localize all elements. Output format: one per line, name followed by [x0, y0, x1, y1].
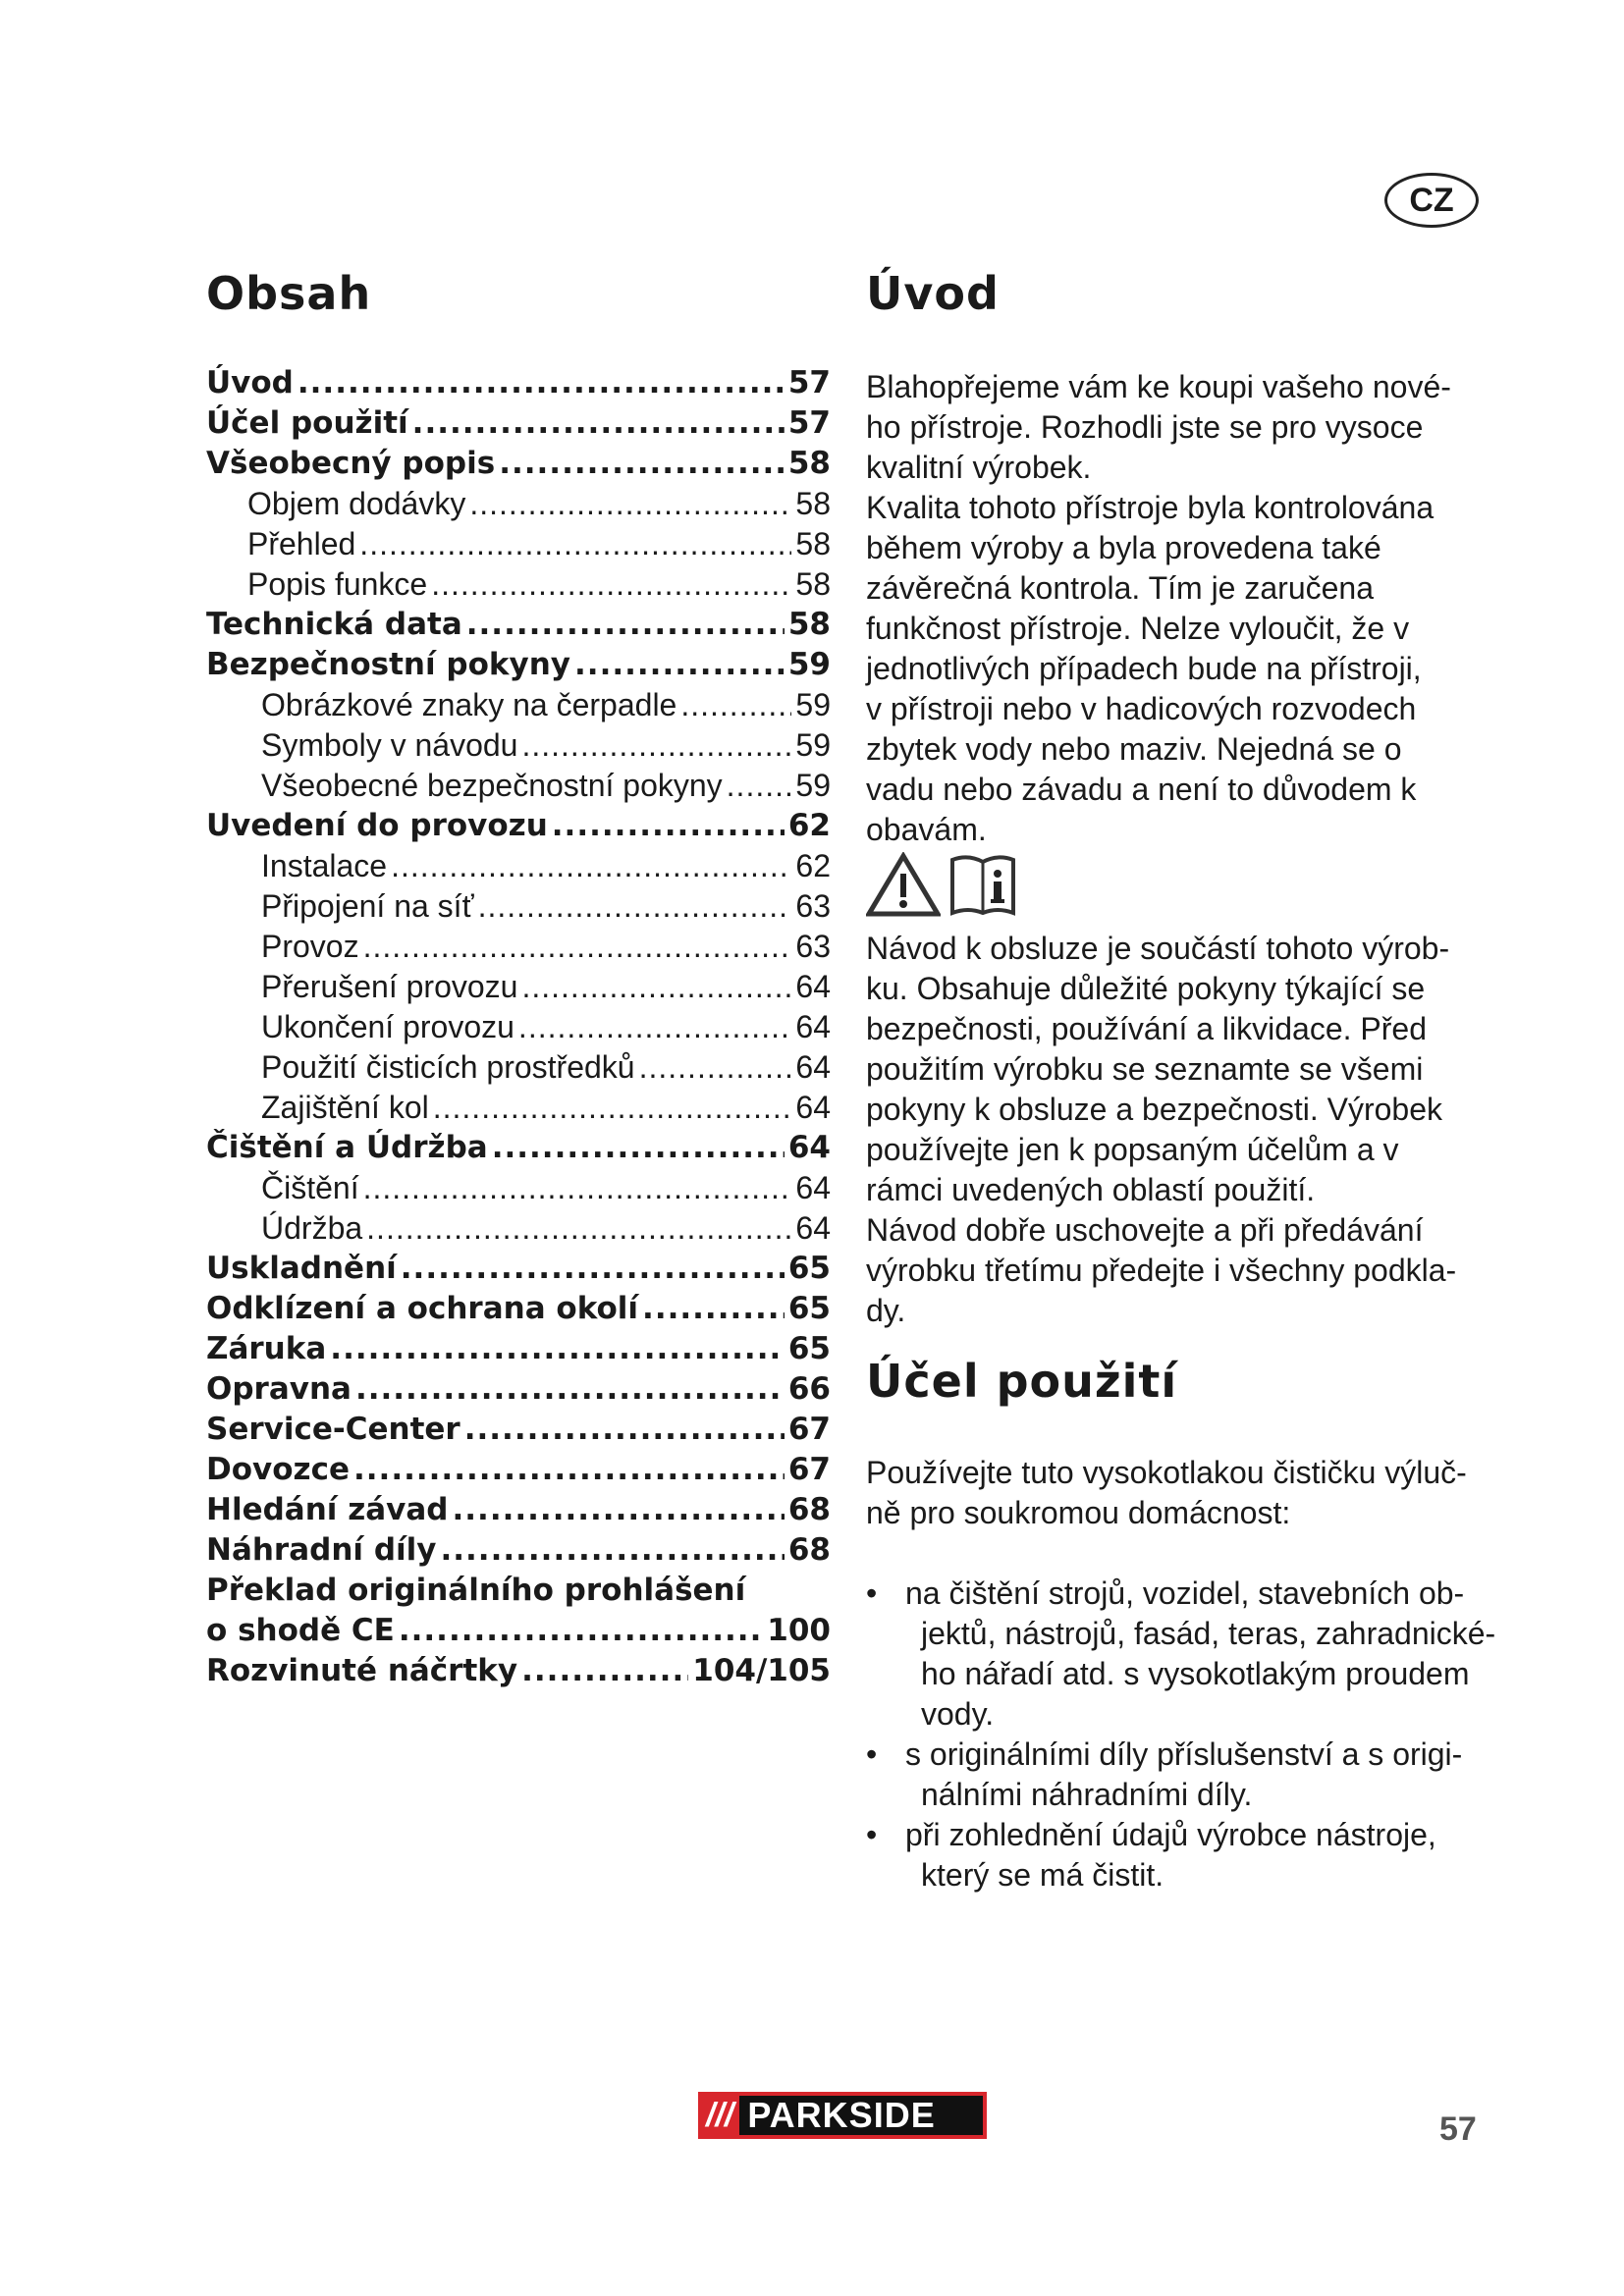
toc-entry[interactable]: [206, 1088, 831, 1128]
text-line: během výroby a byla provedena také: [866, 530, 1381, 565]
parkside-logo: [698, 2092, 987, 2139]
toc-entry-label: Použití čisticích prostředků: [261, 1049, 635, 1085]
toc-entry-page: 63: [795, 929, 831, 964]
text-line: dy.: [866, 1293, 906, 1328]
toc-entry-page: 59: [795, 727, 831, 763]
text-line: vadu nebo závadu a není to důvodem k: [866, 772, 1417, 807]
toc-entry-page: 58: [787, 446, 831, 481]
text-line: rámci uvedených oblastí použití.: [866, 1172, 1316, 1207]
toc-entry-page: 64: [787, 1130, 831, 1165]
toc-entry-page: 65: [787, 1251, 831, 1286]
toc-leader-dots: [440, 1530, 784, 1571]
toc-entry-page: 104/105: [692, 1653, 831, 1688]
toc-entry-page: 68: [787, 1532, 831, 1568]
text-line: kvalitní výrobek.: [866, 450, 1092, 485]
toc-entry-label: Úvod: [206, 365, 294, 400]
toc-entry[interactable]: [206, 1490, 831, 1530]
toc-entry[interactable]: [206, 1249, 831, 1289]
toc-entry[interactable]: [206, 1007, 831, 1047]
toc-entry-label: Opravna: [206, 1371, 352, 1407]
purpose-paragraph: [866, 1453, 1494, 1533]
toc-leader-dots: [359, 524, 791, 564]
toc-leader-dots: [639, 1047, 792, 1088]
text-line: Návod k obsluze je součástí tohoto výrob-: [866, 931, 1450, 966]
toc-entry-page: 59: [795, 687, 831, 722]
toc-entry-page: 65: [787, 1331, 831, 1366]
toc-entry-label: Přehled: [247, 526, 356, 561]
toc-entry-label: Překlad originálního prohlášení: [206, 1573, 746, 1608]
toc-entry-label: Přerušení provozu: [261, 969, 518, 1004]
logo-text: PARKSIDE: [739, 2096, 983, 2135]
toc-entry[interactable]: [206, 1329, 831, 1369]
bullet-line: vody.: [921, 1696, 995, 1732]
toc-entry-label: Popis funkce: [247, 566, 428, 602]
toc-entry-page: 57: [787, 405, 831, 441]
toc-entry-label: Uvedení do provozu: [206, 808, 548, 843]
toc-entry-label: Zajištění kol: [261, 1090, 429, 1125]
text-line: Používejte tuto vysokotlakou čističku výluč-: [866, 1455, 1467, 1490]
toc-entry-label: Připojení na síť: [261, 888, 474, 924]
text-line: zbytek vody nebo maziv. Nejedná se o: [866, 731, 1402, 767]
toc-entry-page: 64: [795, 1210, 831, 1246]
toc-entry-page: 63: [795, 888, 831, 924]
toc-entry-page: 62: [787, 808, 831, 843]
toc-title: Obsah: [206, 267, 372, 320]
toc-entry-page: 67: [787, 1412, 831, 1447]
bullet-line: který se má čistit.: [921, 1857, 1164, 1893]
toc-entry[interactable]: [206, 1289, 831, 1329]
text-line: bezpečnosti, používání a likvidace. Před: [866, 1011, 1427, 1046]
bullet-line: nálními náhradními díly.: [921, 1777, 1253, 1812]
text-line: ku. Obsahuje důležité pokyny týkající se: [866, 971, 1426, 1006]
text-line: Blahopřejeme vám ke koupi vašeho nové-: [866, 369, 1451, 404]
toc-leader-dots: [521, 967, 791, 1007]
toc-entry[interactable]: [206, 685, 831, 725]
toc-leader-dots: [518, 1007, 791, 1047]
bullet-line: ho nářadí atd. s vysokotlakým proudem: [921, 1656, 1470, 1691]
toc-entry[interactable]: [206, 725, 831, 766]
toc-entry[interactable]: [206, 1369, 831, 1410]
toc-entry-label: Všeobecné bezpečnostní pokyny: [261, 768, 723, 803]
toc-leader-dots: [499, 444, 785, 484]
toc-leader-dots: [552, 806, 785, 846]
toc-leader-dots: [521, 725, 791, 766]
toc-leader-dots: [521, 1651, 688, 1691]
text-line: závěrečná kontrola. Tím je zaručena: [866, 570, 1374, 606]
read-manual-icon: [948, 852, 1017, 917]
toc-entry[interactable]: [206, 605, 831, 645]
toc-entry-page: 64: [795, 1009, 831, 1044]
toc-entry[interactable]: [206, 363, 831, 403]
toc-entry[interactable]: [206, 1651, 831, 1691]
toc-entry-label: Údržba: [261, 1210, 363, 1246]
toc-entry[interactable]: [206, 1168, 831, 1208]
toc-entry[interactable]: [206, 967, 831, 1007]
toc-entry-page: 100: [767, 1613, 831, 1648]
toc-entry-label: Obrázkové znaky na čerpadle: [261, 687, 677, 722]
text-line: ně pro soukromou domácnost:: [866, 1495, 1291, 1530]
toc-leader-dots: [353, 1450, 785, 1490]
toc-entry[interactable]: [206, 1410, 831, 1450]
toc-leader-dots: [366, 1208, 791, 1249]
toc-entry-label: Ukončení provozu: [261, 1009, 514, 1044]
toc-entry-page: 62: [795, 848, 831, 883]
toc-entry-page: 64: [795, 1049, 831, 1085]
toc-leader-dots: [492, 1128, 785, 1168]
toc-entry[interactable]: [206, 766, 831, 806]
toc-entry-page: 64: [795, 969, 831, 1004]
toc-entry-label: Symboly v návodu: [261, 727, 518, 763]
text-line: pokyny k obsluze a bezpečnosti. Výrobek: [866, 1092, 1442, 1127]
toc-entry-label: Objem dodávky: [247, 486, 466, 521]
toc-entry[interactable]: [206, 524, 831, 564]
intro-title: Úvod: [866, 267, 1000, 320]
toc-leader-dots: [642, 1289, 785, 1329]
text-line: funkčnost přístroje. Nelze vyloučit, že v: [866, 611, 1410, 646]
toc-entry-page: 58: [795, 566, 831, 602]
toc-entry[interactable]: [206, 444, 831, 484]
toc-leader-dots: [363, 1168, 792, 1208]
toc-entry-page: 64: [795, 1090, 831, 1125]
toc-entry-page: 58: [795, 486, 831, 521]
toc-entry[interactable]: [206, 806, 831, 846]
bullet-line: • na čištění strojů, vozidel, stavebních ob-: [866, 1574, 1494, 1614]
toc-entry-page: 59: [787, 647, 831, 682]
bullet-line: • při zohlednění údajů výrobce nástroje,: [866, 1815, 1494, 1855]
toc-entry-label: Bezpečnostní pokyny: [206, 647, 571, 682]
toc-entry-label: Čištění: [261, 1170, 359, 1205]
toc-entry[interactable]: [206, 484, 831, 524]
text-line: obavám.: [866, 812, 987, 847]
toc-leader-dots: [431, 564, 791, 605]
bullet-item: [866, 1735, 1494, 1815]
toc-entry-page: 65: [787, 1291, 831, 1326]
toc-entry[interactable]: [206, 1530, 831, 1571]
toc-entry[interactable]: [206, 564, 831, 605]
toc-leader-dots: [574, 645, 785, 685]
toc-leader-dots: [399, 1611, 763, 1651]
toc-entry-page: 68: [787, 1492, 831, 1527]
toc-entry[interactable]: [206, 1611, 831, 1651]
toc-entry-label: o shodě CE: [206, 1613, 395, 1648]
intro-paragraph-2: [866, 929, 1494, 1331]
toc-leader-dots: [298, 363, 785, 403]
toc-leader-dots: [452, 1490, 784, 1530]
bullet-item: [866, 1815, 1494, 1896]
toc-leader-dots: [391, 846, 791, 886]
text-line: Návod dobře uschovejte a při předávání: [866, 1212, 1424, 1248]
intro-paragraph-1: [866, 367, 1494, 850]
toc-leader-dots: [363, 927, 792, 967]
toc-leader-dots: [727, 766, 792, 806]
toc-entry-label: Čištění a Údržba: [206, 1130, 488, 1165]
bullet-item: [866, 1574, 1494, 1735]
toc-entry-label: Rozvinuté náčrtky: [206, 1653, 518, 1688]
toc-leader-dots: [330, 1329, 785, 1369]
toc-entry-label: Technická data: [206, 607, 462, 642]
toc-entry[interactable]: [206, 927, 831, 967]
toc-leader-dots: [401, 1249, 785, 1289]
bullet-line: jektů, nástrojů, fasád, teras, zahradnické-: [921, 1616, 1496, 1651]
text-line: výrobku třetímu předejte i všechny podkla-: [866, 1253, 1457, 1288]
toc-entry-page: 64: [795, 1170, 831, 1205]
warning-icon: [866, 852, 941, 917]
toc-entry[interactable]: [206, 1450, 831, 1490]
toc-leader-dots: [355, 1369, 785, 1410]
text-line: Kvalita tohoto přístroje byla kontrolována: [866, 490, 1435, 525]
toc-entry-label: Záruka: [206, 1331, 327, 1366]
toc-entry[interactable]: [206, 645, 831, 685]
toc-entry-label: Provoz: [261, 929, 359, 964]
text-line: jednotlivých případech bude na přístroji,: [866, 651, 1422, 686]
language-badge: CZ: [1384, 173, 1479, 228]
toc-entry-label: Uskladnění: [206, 1251, 397, 1286]
toc-leader-dots: [680, 685, 791, 725]
toc-entry[interactable]: [206, 846, 831, 886]
toc-entry[interactable]: [206, 403, 831, 444]
toc-entry-label: Účel použití: [206, 405, 408, 441]
toc-entry-label: Instalace: [261, 848, 388, 883]
toc-leader-dots: [478, 886, 792, 927]
toc-leader-dots: [464, 1410, 785, 1450]
toc-leader-dots: [469, 484, 791, 524]
toc-entry-label: Náhradní díly: [206, 1532, 437, 1568]
toc-entry[interactable]: [206, 1128, 831, 1168]
purpose-title: Účel použití: [866, 1355, 1178, 1408]
toc-entry-label: Hledání závad: [206, 1492, 449, 1527]
toc-leader-dots: [433, 1088, 792, 1128]
text-line: použitím výrobku se seznamte se všemi: [866, 1051, 1424, 1087]
toc-entry-page: 66: [787, 1371, 831, 1407]
purpose-bullet-list: [866, 1574, 1494, 1896]
toc-entry[interactable]: [206, 1571, 831, 1611]
toc-entry-page: 58: [795, 526, 831, 561]
toc-entry-label: Odklízení a ochrana okolí: [206, 1291, 639, 1326]
bullet-line: • s originálními díly příslušenství a s origi-: [866, 1735, 1494, 1775]
toc-leader-dots: [466, 605, 785, 645]
table-of-contents: [206, 363, 831, 1691]
text-line: používejte jen k popsaným účelům a v: [866, 1132, 1399, 1167]
text-line: v přístroji nebo v hadicových rozvodech: [866, 691, 1417, 726]
toc-entry[interactable]: [206, 1047, 831, 1088]
toc-entry-label: Dovozce: [206, 1452, 350, 1487]
toc-entry[interactable]: [206, 1208, 831, 1249]
logo-slashes: ///: [706, 2096, 734, 2134]
toc-entry-label: Service-Center: [206, 1412, 460, 1447]
toc-leader-dots: [412, 403, 785, 444]
text-line: ho přístroje. Rozhodli jste se pro vysoce: [866, 409, 1424, 445]
toc-entry-label: Všeobecný popis: [206, 446, 496, 481]
page-number: 57: [1439, 2110, 1477, 2148]
notice-icons: [866, 852, 1017, 917]
toc-entry-page: 67: [787, 1452, 831, 1487]
toc-entry-page: 58: [787, 607, 831, 642]
toc-entry[interactable]: [206, 886, 831, 927]
toc-entry-page: 57: [787, 365, 831, 400]
toc-entry-page: 59: [795, 768, 831, 803]
